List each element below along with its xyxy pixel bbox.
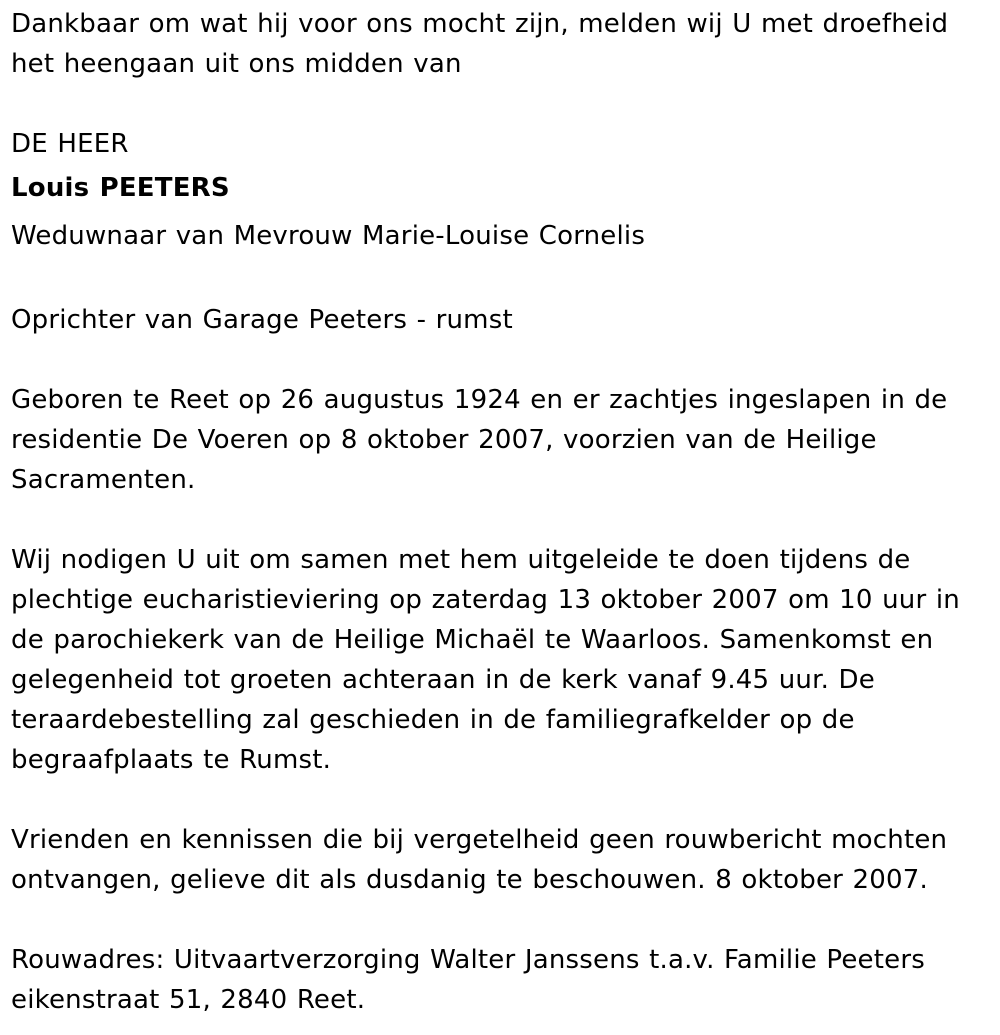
ceremony-paragraph (11, 540, 986, 780)
birth-death-line: residentie De Voeren op 8 oktober 2007, voorzien van de Heilige (11, 425, 877, 455)
ceremony-line: plechtige eucharistieviering op zaterdag 13 oktober 2007 om 10 uur in (11, 585, 960, 615)
occupation-line: Oprichter van Garage Peeters - rumst (11, 305, 513, 335)
intro-line: Dankbaar om wat hij voor ons mocht zijn, melden wij U met droefheid (11, 9, 949, 39)
spacer (11, 780, 986, 820)
ceremony-line: de parochiekerk van de Heilige Michaël te Waarloos. Samenkomst en (11, 625, 934, 655)
birth-death-paragraph (11, 380, 986, 500)
address-line: Rouwadres: Uitvaartverzorging Walter Janssens t.a.v. Familie Peeters (11, 945, 925, 975)
ceremony-line: gelegenheid tot groeten achteraan in de kerk vanaf 9.45 uur. De (11, 665, 875, 695)
spacer (11, 260, 986, 300)
notice-line: ontvangen, gelieve dit als dusdanig te beschouwen. 8 oktober 2007. (11, 865, 928, 895)
intro-paragraph (11, 4, 986, 84)
birth-death-line: Geboren te Reet op 26 augustus 1924 en er zachtjes ingeslapen in de (11, 385, 948, 415)
ceremony-line: teraardebestelling zal geschieden in de familiegrafkelder op de (11, 705, 855, 735)
notice-line: Vrienden en kennissen die bij vergetelheid geen rouwbericht mochten (11, 825, 948, 855)
notice-paragraph (11, 820, 986, 900)
salutation: DE HEER (11, 129, 129, 159)
ceremony-line: begraafplaats te Rumst. (11, 745, 332, 775)
spacer (11, 900, 986, 940)
address-paragraph (11, 940, 986, 1020)
address-line: eikenstraat 51, 2840 Reet. (11, 985, 366, 1015)
birth-death-line: Sacramenten. (11, 465, 196, 495)
deceased-name: Louis PEETERS (11, 173, 230, 203)
spouse-line: Weduwnaar van Mevrouw Marie-Louise Cornelis (11, 221, 646, 251)
intro-line: het heengaan uit ons midden van (11, 49, 462, 79)
spacer (11, 340, 986, 380)
ceremony-line: Wij nodigen U uit om samen met hem uitgeleide te doen tijdens de (11, 545, 911, 575)
obituary-document (11, 4, 986, 1020)
spacer (11, 500, 986, 540)
spacer (11, 84, 986, 124)
